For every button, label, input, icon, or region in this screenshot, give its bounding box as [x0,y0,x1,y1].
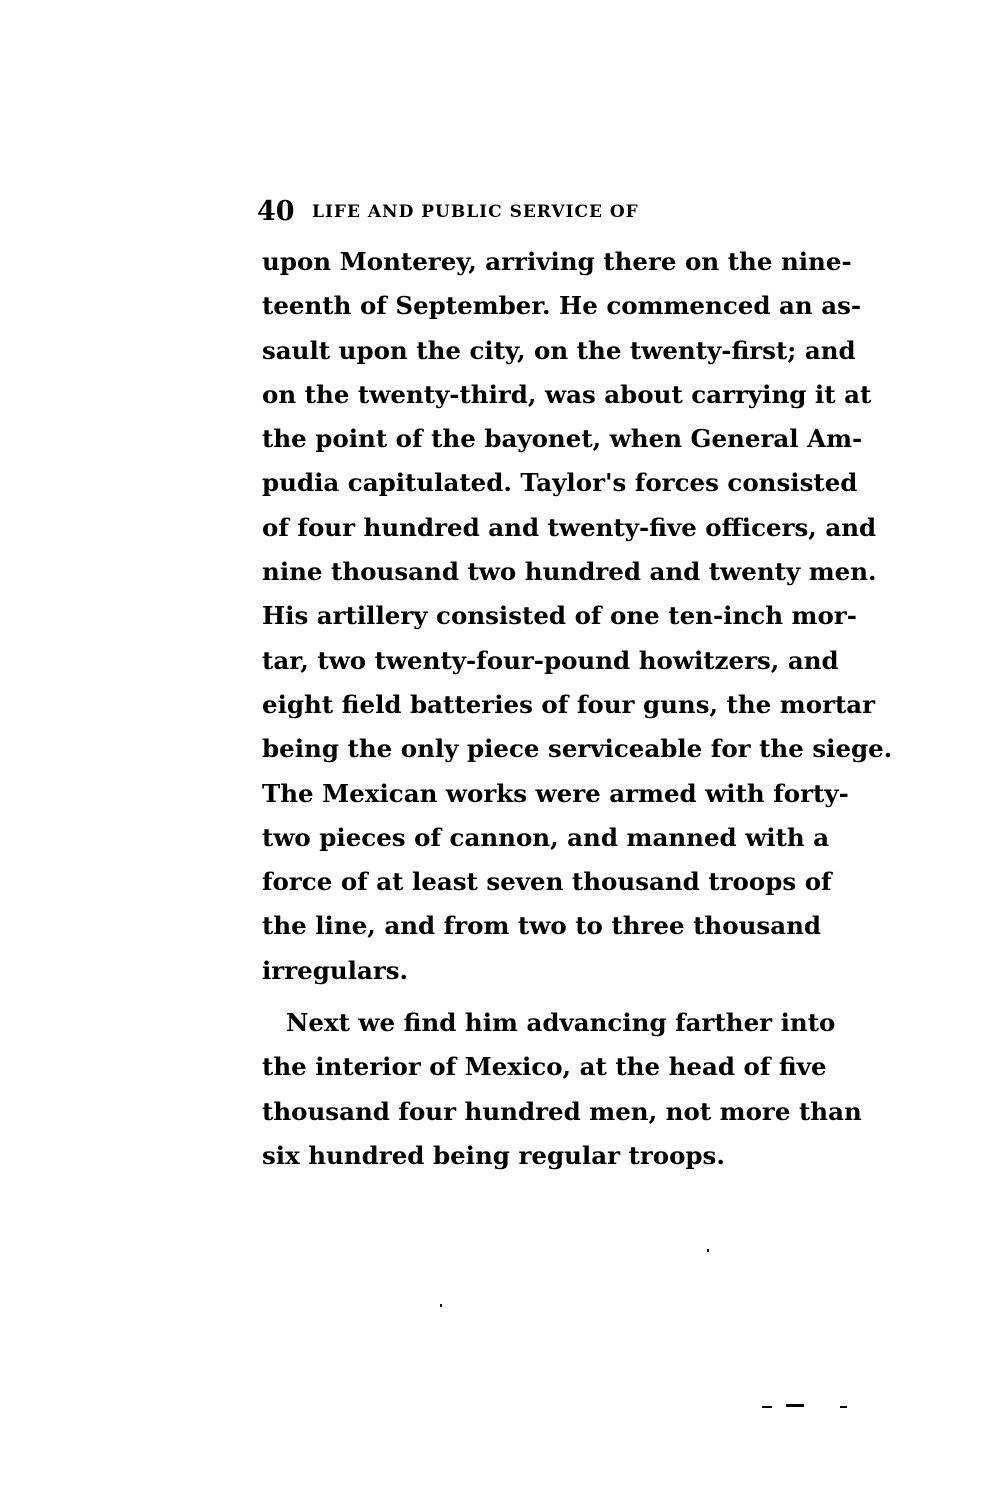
scan-speck [440,1304,442,1307]
text-line: six hundred being regular troops. [262,1140,725,1170]
text-line: irregulars. [262,955,409,985]
text-line: thousand four hundred men, not more than [262,1096,862,1126]
text-line: the line, and from two to three thousand [262,911,822,941]
page-number: 40 [257,196,295,227]
text-line: force of at least seven thousand troops of [262,867,832,897]
scan-speck [762,1406,772,1408]
text-line: sault upon the city, on the twenty-first; and [262,335,856,365]
scan-speck [707,1249,709,1252]
text-line: nine thousand two hundred and twenty men. [262,557,877,587]
text-line: two pieces of cannon, and manned with a [262,822,830,852]
paragraph [262,1001,862,1178]
text-line: the point of the bayonet, when General Am- [262,424,863,454]
text-line: on the twenty-third, was about carrying it at [262,379,872,409]
text-line: teenth of September. He commenced an as- [262,291,862,321]
text-line: upon Monterey, arriving there on the nine- [262,247,852,276]
scan-speck [786,1404,804,1407]
paragraph [262,240,893,993]
text-line: of four hundred and twenty-five officers, and [262,512,877,542]
text-line: Next we find him advancing farther into [286,1008,836,1038]
text-line: the interior of Mexico, at the head of five [262,1052,827,1082]
scan-speck [840,1406,847,1408]
page-header [257,196,797,230]
text-line: The Mexican works were armed with forty- [262,778,849,808]
text-line: His artillery consisted of one ten-inch mor- [262,601,857,631]
text-line: eight field batteries of four guns, the mortar [262,689,876,719]
text-line: tar, two twenty-four-pound howitzers, and [262,645,839,675]
text-line: pudia capitulated. Taylor's forces consisted [262,468,858,498]
page-body [262,240,893,1178]
running-title: LIFE AND PUBLIC SERVICE OF [312,202,639,222]
text-line: being the only piece serviceable for the siege. [262,734,893,764]
